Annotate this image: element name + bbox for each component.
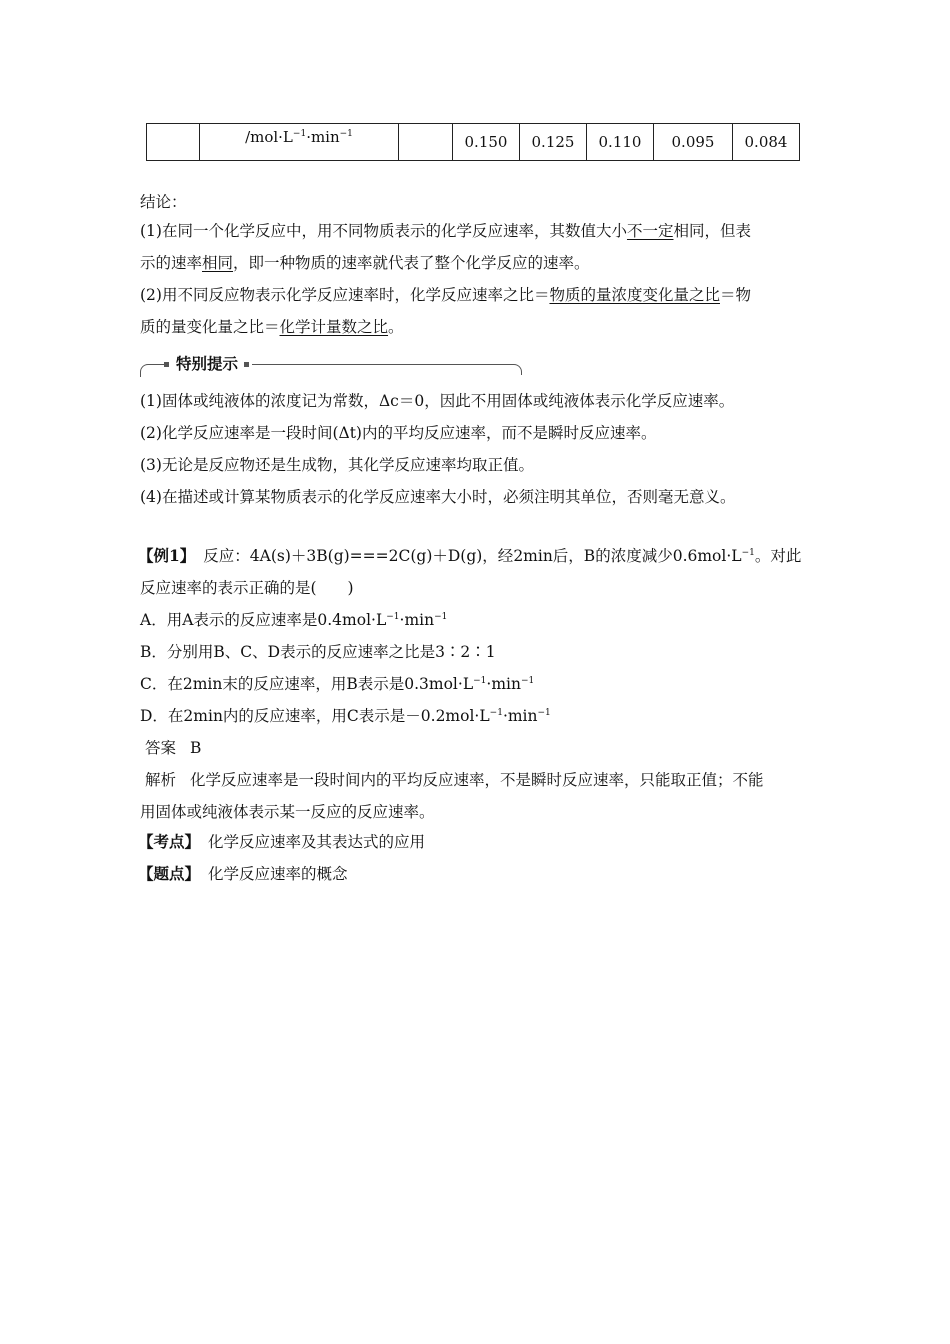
conclusion-p2-line2	[140, 315, 404, 337]
answer-line	[145, 736, 201, 758]
superscript: −1	[473, 676, 487, 686]
table-cell-value: 0.125	[520, 124, 587, 161]
tip-item: (1)固体或纯液体的浓度记为常数，Δc＝0，因此不用固体或纯液体表示化学反应速率。	[140, 392, 735, 410]
kaodian-label: 【考点】	[138, 832, 201, 851]
tip-header-dot	[244, 362, 249, 367]
conclusion-heading: 结论：	[140, 193, 187, 211]
text: A．用A表示的反应速率是0.4mol·L	[140, 611, 387, 629]
analysis-line1	[145, 768, 764, 790]
conclusion-p1-line1	[140, 219, 751, 241]
underlined-answer: 相同	[202, 254, 234, 272]
table-cell-value: 0.095	[654, 124, 733, 161]
tip-item: (3)无论是反应物还是生成物，其化学反应速率均取正值。	[140, 456, 534, 474]
tip-header-bracket-right	[511, 364, 522, 375]
option-b: B．分别用B、C、D表示的反应速率之比是3∶2∶1	[140, 643, 496, 661]
table-cell-value: 0.150	[453, 124, 520, 161]
text: 示的速率	[140, 254, 203, 272]
table-cell-empty	[147, 124, 200, 161]
table-row	[147, 124, 800, 161]
analysis-label: 解析	[145, 771, 177, 789]
superscript: −1	[489, 708, 503, 718]
kaodian-line	[138, 830, 425, 852]
table-cell-unit	[200, 124, 399, 161]
text: ·min	[486, 675, 521, 693]
option-d	[140, 704, 551, 726]
tidian-label: 【题点】	[138, 864, 201, 883]
table-cell-value: 0.110	[587, 124, 654, 161]
table-cell-empty	[399, 124, 453, 161]
answer-value: B	[190, 739, 202, 757]
superscript: −1	[520, 676, 535, 686]
tidian-line	[138, 862, 348, 884]
text: ＝物	[719, 286, 751, 304]
text: ·min	[399, 611, 435, 629]
tip-title: 特别提示	[172, 352, 242, 374]
text: ·min	[502, 707, 538, 725]
superscript: −1	[434, 612, 448, 622]
underlined-answer: 物质的量浓度变化量之比	[549, 286, 720, 304]
tip-header	[140, 352, 522, 378]
conclusion-p1-line2	[140, 251, 590, 273]
rate-table	[146, 123, 800, 161]
tip-header-dot	[164, 362, 169, 367]
text: 。	[388, 318, 404, 336]
text: (2)用不同反应物表示化学反应速率时，化学反应速率之比＝	[140, 286, 550, 304]
superscript: −1	[537, 708, 551, 718]
option-a	[140, 608, 447, 630]
tip-header-rule	[252, 364, 512, 365]
underlined-answer: 不一定	[626, 222, 674, 240]
conclusion-p2-line1	[140, 283, 751, 305]
text: 。对此	[754, 547, 802, 565]
tip-item: (2)化学反应速率是一段时间(Δt)内的平均反应速率，而不是瞬时反应速率。	[140, 424, 657, 442]
text: 化学反应速率的概念	[208, 865, 348, 883]
example-label: 【例1】	[138, 546, 196, 565]
tip-header-bracket-left	[140, 364, 151, 377]
unit-sup: −1	[292, 129, 307, 139]
text: 化学反应速率是一段时间内的平均反应速率，不是瞬时反应速率，只能取正值；不能	[190, 771, 764, 789]
analysis-line2: 用固体或纯液体表示某一反应的反应速率。	[140, 803, 435, 821]
text: 质的量变化量之比＝	[140, 318, 280, 336]
text: 反应：4A(s)＋3B(g)===2C(g)＋D(g)，经2min后，B的浓度减少0.6mol·L	[203, 547, 742, 565]
superscript: −1	[386, 612, 400, 622]
option-c	[140, 672, 534, 694]
example-stem-line1	[138, 544, 801, 566]
text: C．在2min末的反应速率，用B表示是0.3mol·L	[140, 675, 474, 693]
answer-label: 答案	[145, 739, 177, 757]
unit-sup: −1	[339, 129, 353, 139]
tip-item: (4)在描述或计算某物质表示的化学反应速率大小时，必须注明其单位，否则毫无意义。	[140, 488, 736, 506]
example-stem-line2: 反应速率的表示正确的是( )	[140, 579, 354, 597]
superscript: −1	[741, 548, 755, 558]
text: 化学反应速率及其表达式的应用	[208, 833, 426, 851]
table-cell-value: 0.084	[733, 124, 800, 161]
text: 相同，但表	[673, 222, 751, 240]
text: ，即一种物质的速率就代表了整个化学反应的速率。	[233, 254, 590, 272]
underlined-answer: 化学计量数之比	[279, 318, 389, 336]
text: D．在2min内的反应速率，用C表示是－0.2mol·L	[140, 707, 490, 725]
text: (1)在同一个化学反应中，用不同物质表示的化学反应速率，其数值大小	[140, 222, 627, 240]
unit-text: ·min	[306, 128, 340, 146]
unit-text: /mol·L	[245, 128, 293, 146]
